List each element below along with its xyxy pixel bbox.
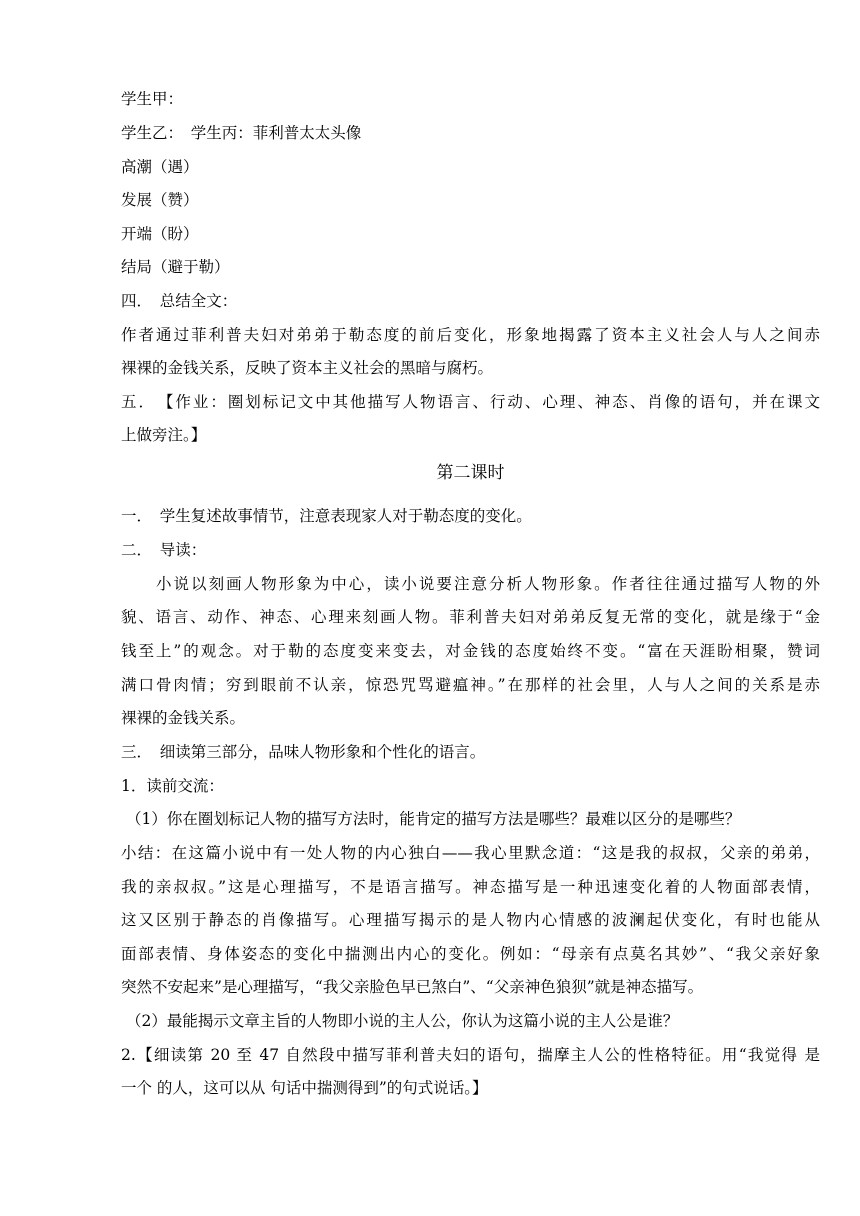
guide-paragraph-line-2: 貌、语言、动作、神态、心理来刻画人物。菲利普夫妇对弟弟反复无常的变化，就是缘于“金 — [121, 608, 820, 626]
conclusion-line-4: 面部表情、身体姿态的变化中揣测出内心的变化。例如：“母亲有点莫名其妙”、“我父亲好象 — [121, 945, 820, 963]
question-2: （2）最能揭示文章主旨的人物即小说的主人公，你认为这篇小说的主人公是谁？ — [126, 1012, 679, 1030]
guide-paragraph-line-5: 裸裸的金钱关系。 — [121, 709, 246, 727]
section-heading-close-reading: 三． 细读第三部分，品味人物形象和个性化的语言。 — [121, 743, 486, 761]
text-line-student-a: 学生甲： — [121, 90, 184, 108]
homework-line-1: 五． 【作业：圈划标记文中其他描写人物语言、行动、心理、神态、肖像的语句，并在课文 — [121, 393, 820, 411]
guide-paragraph-line-1: 小说以刻画人物形象为中心，读小说要注意分析人物形象。作者往往通过描写人物的外 — [156, 575, 820, 593]
text-line-student-b-c: 学生乙： 学生丙：菲利普太太头像 — [121, 124, 362, 142]
subsection-pre-reading: 1．读前交流： — [121, 777, 224, 795]
conclusion-line-1: 小结：在这篇小说中有一处人物的内心独白——我心里默念道：“这是我的叔叔，父亲的弟弟， — [121, 844, 820, 862]
text-line-climax: 高潮（遇） — [121, 158, 199, 176]
section-heading-retell: 一． 学生复述故事情节，注意表现家人对于勒态度的变化。 — [121, 507, 532, 525]
conclusion-line-5: 突然不安起来”是心理描写，“我父亲脸色早已煞白”、“父亲神色狼狈”就是神态描写。 — [121, 978, 704, 996]
lesson-title: 第二课时 — [436, 463, 505, 483]
question-1: （1）你在圈划标记人物的描写方法时，能肯定的描写方法是哪些？最难以区分的是哪些？ — [126, 810, 741, 828]
section-heading-summary: 四． 总结全文： — [121, 292, 238, 310]
section-heading-guide: 二． 导读： — [121, 541, 207, 559]
homework-line-2: 上做旁注。】 — [121, 426, 207, 444]
guide-paragraph-line-4: 满口骨肉情；穷到眼前不认亲，惊恐咒骂避瘟神。”在那样的社会里，人与人之间的关系是赤 — [121, 676, 820, 694]
task-2-line-2: 一个 的人，这可以从 句话中揣测得到”的句式说话。】 — [121, 1079, 488, 1097]
paragraph-summary-line-2: 裸裸的金钱关系，反映了资本主义社会的黑暗与腐朽。 — [121, 359, 494, 377]
paragraph-summary-line-1: 作者通过菲利普夫妇对弟弟于勒态度的前后变化，形象地揭露了资本主义社会人与人之间赤 — [121, 326, 820, 344]
text-line-development: 发展（赞） — [121, 191, 199, 209]
conclusion-line-3: 这又区别于静态的肖像描写。心理描写揭示的是人物内心情感的波澜起伏变化，有时也能从 — [121, 911, 820, 929]
conclusion-line-2: 我的亲叔叔。”这是心理描写，不是语言描写。神态描写是一种迅速变化着的人物面部表情， — [121, 878, 820, 896]
text-line-beginning: 开端（盼） — [121, 225, 199, 243]
task-2-line-1: 2.【细读第 20 至 47 自然段中描写菲利普夫妇的语句，揣摩主人公的性格特征。用“我觉得 是 — [121, 1046, 820, 1064]
text-line-ending: 结局（避于勒） — [121, 258, 230, 276]
guide-paragraph-line-3: 钱至上”的观念。对于勒的态度变来变去，对金钱的态度始终不变。“富在天涯盼相聚，赞词 — [121, 642, 820, 660]
